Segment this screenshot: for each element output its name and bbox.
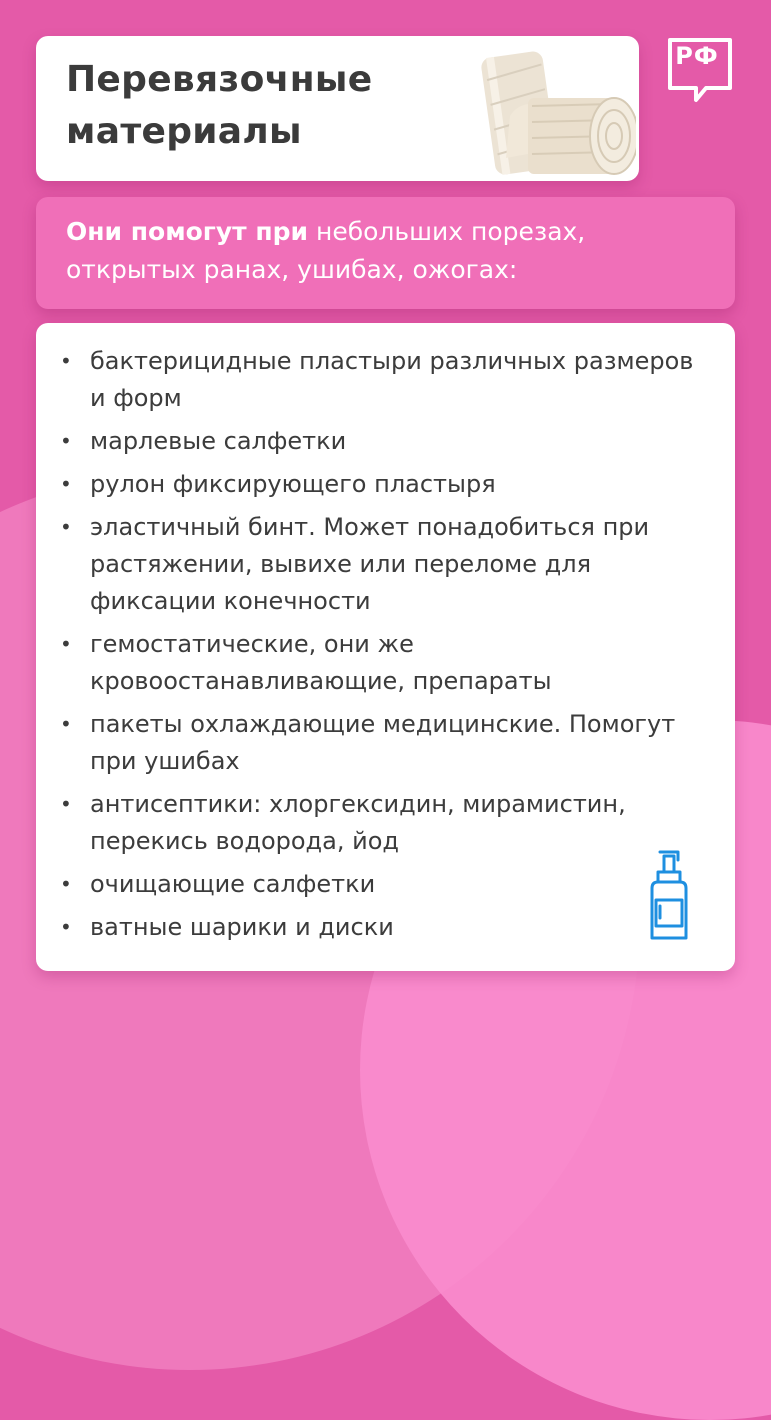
list-item: • ватные шарики и диски [60,909,710,946]
bandage-roll-image [436,46,636,176]
list-item: • очищающие салфетки [60,866,710,903]
list-item: • антисептики: хлоргексидин, мирамистин, перекись водорода, йод [60,786,710,860]
logo-text: РФ [675,42,719,70]
antiseptic-bottle-icon [638,848,698,943]
intro-rest: небольших порезах, открытых ранах, ушибах, ожогах: [66,217,586,284]
materials-list [60,343,710,952]
intro-card [36,197,735,309]
list-item: • марлевые салфетки [60,423,710,460]
list-item: • рулон фиксирующего пластыря [60,466,710,503]
intro-text [66,213,716,289]
rf-logo-icon [666,36,736,106]
materials-list-card [36,323,735,971]
list-item: • бактерицидные пластыри различных размеров и форм [60,343,710,417]
list-item: • эластичный бинт. Может понадобиться при растяжении, вывихе или переломе для фиксации конечности [60,509,710,620]
list-item: • гемостатические, они же кровоостанавливающие, препараты [60,626,710,700]
title-card [36,36,639,181]
list-item: • пакеты охлаждающие медицинские. Помогут при ушибах [60,706,710,780]
intro-bold: Они помогут при [66,217,309,246]
page-title: Перевязочные материалы [66,59,373,152]
